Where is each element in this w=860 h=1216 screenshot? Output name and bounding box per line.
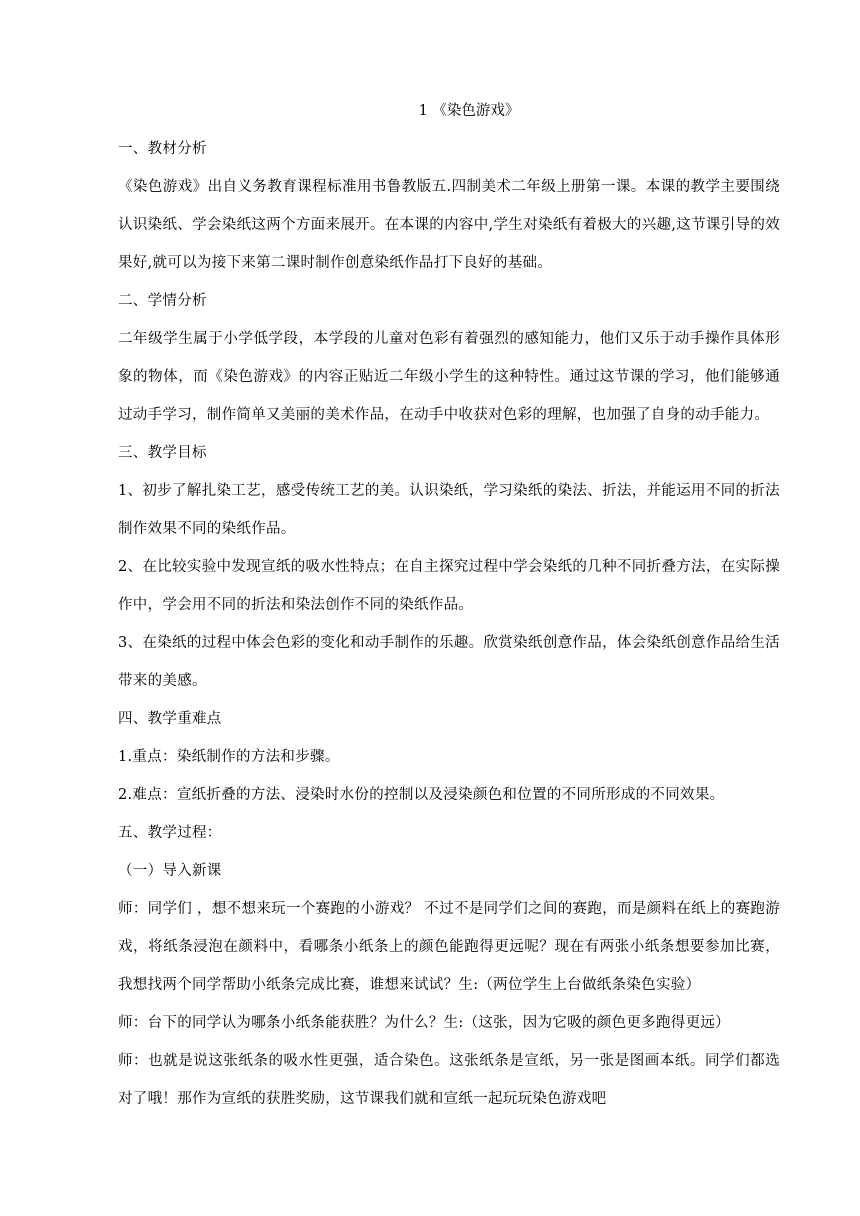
section-heading-teaching-goals: 三、教学目标 [118, 445, 207, 461]
paragraph-textbook-analysis: 《染色游戏》出自义务教育课程标准用书鲁教版五.四制美术二年级上册第一课。本课的教学主要围绕认识染纸、学会染纸这两个方面来展开。在本课的内容中,学生对染纸有着极大的兴趣,这节课引导的效果好,就可以为接下来第二课时制作创意染纸作品打下良好的基础。 [118, 179, 780, 271]
paragraph-dialogue-2: 师：台下的同学认为哪条小纸条能获胜？为什么？生:（这张，因为它吸的颜色更多跑得更远） [118, 1015, 730, 1031]
section-heading-key-points: 四、教学重难点 [118, 711, 222, 727]
paragraph-student-analysis: 二年级学生属于小学低学段，本学段的儿童对色彩有着强烈的感知能力，他们又乐于动手操作具体形象的物体，而《染色游戏》的内容正贴近二年级小学生的这种特性。通过这节课的学习，他们能够通过动手学习，制作简单又美丽的美术作品，在动手中收获对色彩的理解，也加强了自身的动手能力。 [118, 331, 780, 423]
subsection-heading-introduction: （一）导入新课 [118, 863, 222, 879]
paragraph-dialogue-1: 师：同学们 ，想不想来玩一个赛跑的小游戏？ 不过不是同学们之间的赛跑，而是颜料在纸上的赛跑游戏，将纸条浸泡在颜料中，看哪条小纸条上的颜色能跑得更远呢？现在有两张小纸条想要参加比赛，我想找两个同学帮助小纸条完成比赛，谁想来试试？生:（两位学生上台做纸条染色实验） [118, 901, 780, 993]
section-heading-student-analysis: 二、学情分析 [118, 293, 207, 309]
goal-item-1: 1、初步了解扎染工艺，感受传统工艺的美。认识染纸，学习染纸的染法、折法，并能运用不同的折法制作效果不同的染纸作品。 [118, 483, 780, 537]
page-title: 1 《染色游戏》 [418, 103, 520, 119]
goal-item-3: 3、在染纸的过程中体会色彩的变化和动手制作的乐趣。欣赏染纸创意作品，体会染纸创意作品给生活带来的美感。 [118, 635, 780, 689]
document-body [118, 92, 780, 1118]
section-heading-teaching-process: 五、教学过程： [118, 825, 222, 841]
goal-item-2: 2、在比较实验中发现宣纸的吸水性特点；在自主探究过程中学会染纸的几种不同折叠方法，在实际操作中，学会用不同的折法和染法创作不同的染纸作品。 [118, 559, 780, 613]
key-point-item-2: 2.难点：宣纸折叠的方法、浸染时水份的控制以及浸染颜色和位置的不同所形成的不同效果。 [118, 787, 725, 803]
paragraph-dialogue-3: 师：也就是说这张纸条的吸水性更强，适合染色。这张纸条是宣纸，另一张是图画本纸。同学们都选对了哦！那作为宣纸的获胜奖励，这节课我们就和宣纸一起玩玩染色游戏吧 [118, 1053, 780, 1107]
key-point-item-1: 1.重点：染纸制作的方法和步骤。 [118, 749, 340, 765]
section-heading-textbook-analysis: 一、教材分析 [118, 141, 207, 157]
